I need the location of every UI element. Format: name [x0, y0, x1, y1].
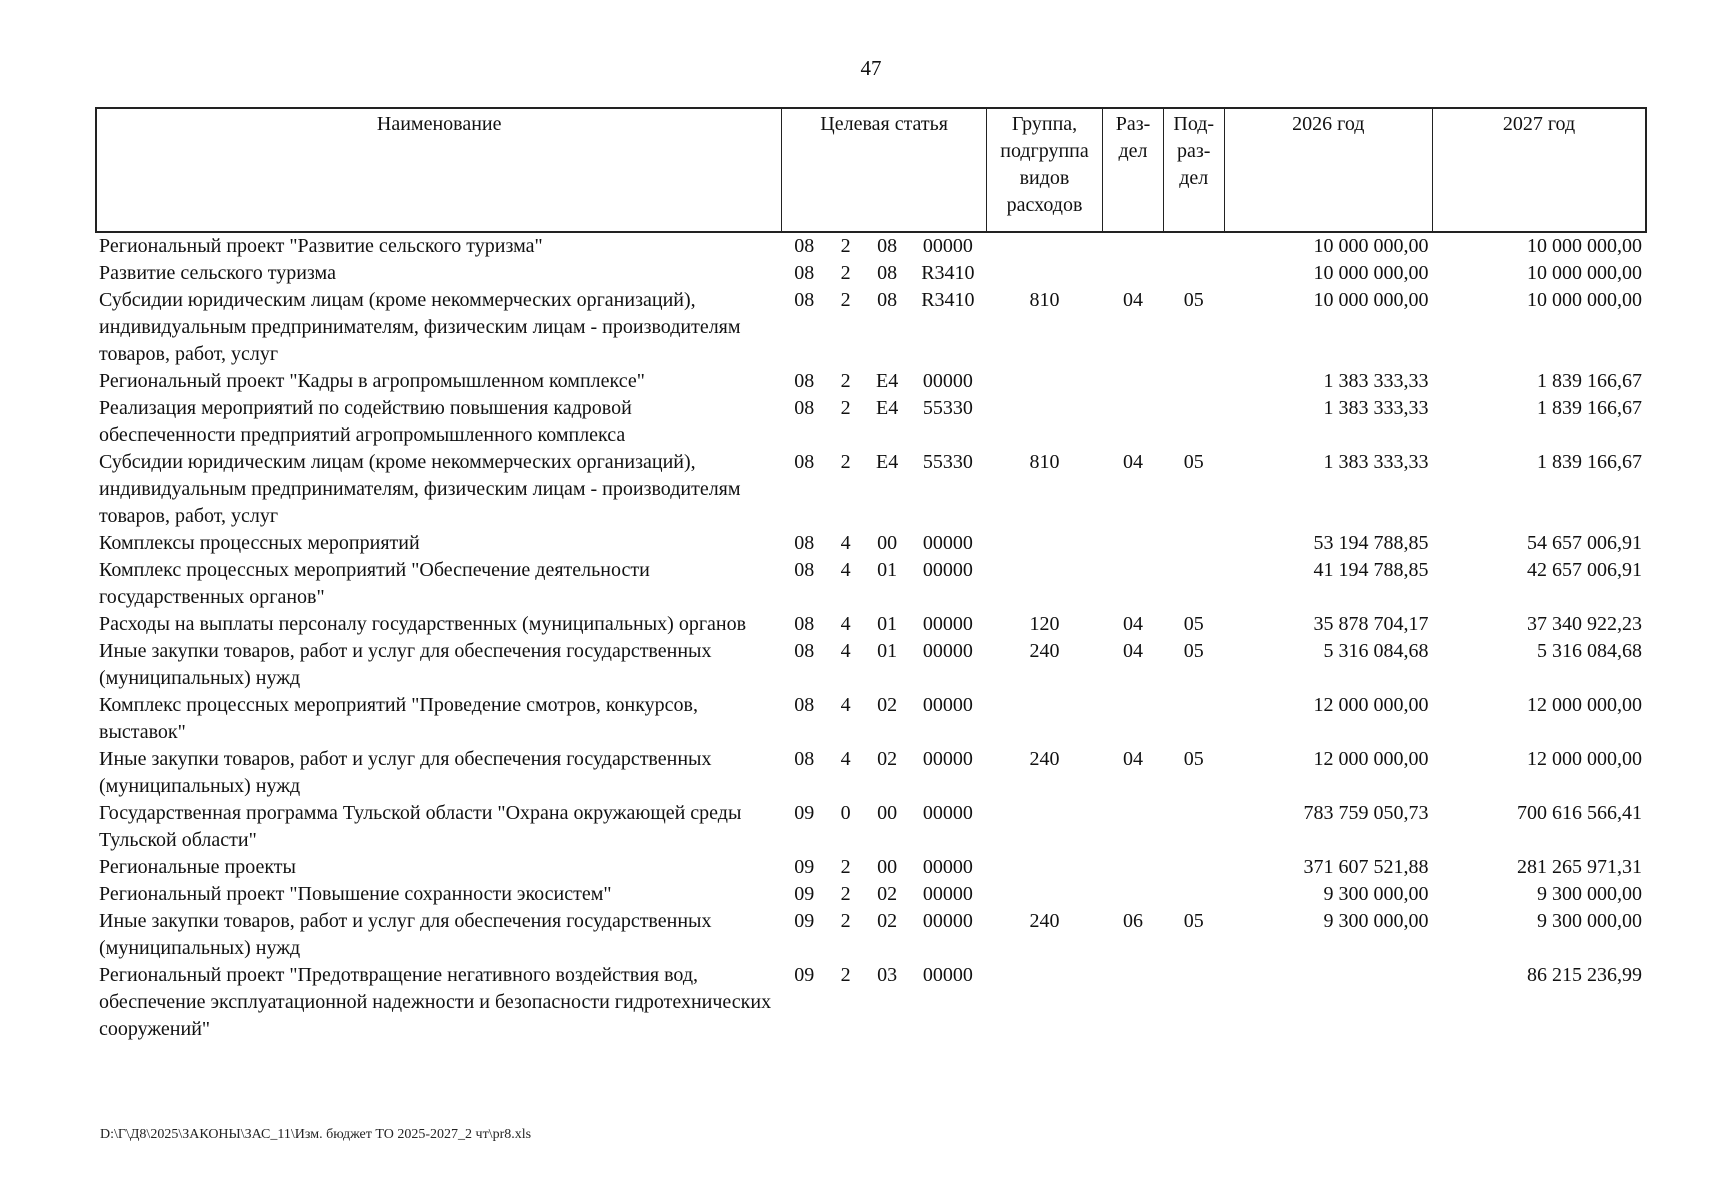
cell-amount-2027: 10 000 000,00: [1527, 262, 1642, 284]
cell-target-event: E4: [876, 397, 899, 419]
cell-target-subprogram: 2: [840, 451, 851, 473]
cell-subsection: [1163, 368, 1224, 395]
cell-amount-2026: 9 300 000,00: [1323, 883, 1429, 905]
cell-target-subprogram: 4: [840, 532, 851, 554]
cell-section: 04: [1123, 748, 1144, 770]
cell-subsection: [1163, 530, 1224, 557]
cell-amount-2026: 10 000 000,00: [1313, 262, 1429, 284]
cell-target-direction: 00000: [922, 532, 973, 554]
cell-section: [1103, 962, 1164, 1043]
cell-amount-2027: 1 839 166,67: [1537, 370, 1642, 392]
cell-subsection: [1163, 881, 1224, 908]
cell-amount-2026: 371 607 521,88: [1303, 856, 1429, 878]
cell-amount-2026: 1 383 333,33: [1323, 370, 1429, 392]
cell-section: [1103, 260, 1164, 287]
cell-amount-2026: 12 000 000,00: [1313, 748, 1429, 770]
cell-target-direction: 00000: [922, 748, 973, 770]
cell-target-subprogram: 0: [840, 802, 851, 824]
cell-amount-2027: 1 839 166,67: [1537, 451, 1642, 473]
header-subsection: Под- раз- дел: [1163, 108, 1224, 232]
header-section: Раз- дел: [1103, 108, 1164, 232]
cell-subsection: [1163, 395, 1224, 449]
cell-amount-2027: 12 000 000,00: [1527, 748, 1642, 770]
cell-target-direction: 00000: [922, 640, 973, 662]
cell-subsection: [1163, 692, 1224, 746]
cell-amount-2027: 10 000 000,00: [1527, 235, 1642, 257]
cell-target-event: 02: [877, 910, 898, 932]
table-row: [96, 854, 1646, 881]
cell-target-direction: 00000: [922, 370, 973, 392]
cell-subsection: [1163, 800, 1224, 854]
cell-section: 04: [1123, 640, 1144, 662]
cell-amount-2026: [1224, 962, 1432, 1043]
cell-target-event: 08: [877, 262, 898, 284]
cell-subsection: [1163, 557, 1224, 611]
cell-expense-group: [986, 368, 1102, 395]
table-row: [96, 638, 1646, 692]
cell-subsection: 05: [1183, 451, 1204, 473]
cell-target-event: 00: [877, 802, 898, 824]
table-row: [96, 232, 1646, 260]
cell-expense-group: 810: [1029, 451, 1060, 473]
cell-target-subprogram: 2: [840, 883, 851, 905]
cell-expense-group: 120: [1029, 613, 1060, 635]
cell-name: Региональный проект "Предотвращение негативного воздействия вод, обеспечение эксплуатационной надежности и безопасности гидротехнических сооружений": [99, 964, 772, 1040]
table-row: [96, 800, 1646, 854]
cell-section: [1103, 800, 1164, 854]
cell-target-subprogram: 4: [840, 748, 851, 770]
cell-name: Комплекс процессных мероприятий "Обеспечение деятельности государственных органов": [99, 559, 650, 608]
cell-amount-2026: 10 000 000,00: [1313, 289, 1429, 311]
cell-expense-group: [986, 962, 1102, 1043]
cell-amount-2026: 1 383 333,33: [1323, 451, 1429, 473]
cell-target-direction: 55330: [922, 451, 973, 473]
cell-target-program: 08: [794, 235, 815, 257]
cell-name: Иные закупки товаров, работ и услуг для обеспечения государственных (муниципальных) нужд: [99, 748, 712, 797]
cell-target-direction: 00000: [922, 856, 973, 878]
cell-amount-2027: 86 215 236,99: [1527, 964, 1642, 986]
cell-target-event: 02: [877, 694, 898, 716]
cell-expense-group: 240: [1029, 910, 1060, 932]
table-row: [96, 692, 1646, 746]
cell-target-subprogram: 2: [840, 910, 851, 932]
cell-target-program: 08: [794, 370, 815, 392]
table-row: [96, 368, 1646, 395]
cell-amount-2027: 12 000 000,00: [1527, 694, 1642, 716]
cell-subsection: [1163, 962, 1224, 1043]
cell-name: Иные закупки товаров, работ и услуг для обеспечения государственных (муниципальных) нужд: [99, 910, 712, 959]
cell-target-direction: 00000: [922, 235, 973, 257]
table-row: [96, 287, 1646, 368]
cell-expense-group: [986, 260, 1102, 287]
cell-target-program: 08: [794, 613, 815, 635]
cell-amount-2026: 783 759 050,73: [1303, 802, 1429, 824]
cell-target-subprogram: 4: [840, 559, 851, 581]
cell-expense-group: [986, 395, 1102, 449]
cell-expense-group: 810: [1029, 289, 1060, 311]
cell-subsection: [1163, 232, 1224, 260]
cell-target-program: 08: [794, 262, 815, 284]
cell-target-direction: 00000: [922, 694, 973, 716]
table-row: [96, 395, 1646, 449]
cell-section: [1103, 557, 1164, 611]
cell-expense-group: [986, 800, 1102, 854]
cell-target-program: 09: [794, 964, 815, 986]
table-row: [96, 881, 1646, 908]
cell-name: Субсидии юридическим лицам (кроме некоммерческих организаций), индивидуальным предпринимателям, физическим лицам - производителям товаров, работ, услуг: [99, 451, 741, 527]
cell-name: Региональный проект "Развитие сельского туризма": [99, 235, 543, 257]
cell-target-subprogram: 2: [840, 397, 851, 419]
cell-amount-2026: 41 194 788,85: [1313, 559, 1429, 581]
cell-section: [1103, 854, 1164, 881]
cell-target-program: 09: [794, 883, 815, 905]
cell-target-event: 01: [877, 613, 898, 635]
cell-target-program: 08: [794, 559, 815, 581]
cell-name: Расходы на выплаты персоналу государственных (муниципальных) органов: [99, 613, 747, 635]
cell-amount-2027: 54 657 006,91: [1527, 532, 1642, 554]
cell-target-direction: 00000: [922, 964, 973, 986]
cell-target-direction: 00000: [922, 883, 973, 905]
page-number: 47: [860, 56, 882, 80]
table-row: [96, 746, 1646, 800]
cell-target-event: E4: [876, 370, 899, 392]
cell-target-direction: 00000: [922, 559, 973, 581]
cell-expense-group: [986, 530, 1102, 557]
cell-target-event: 01: [877, 559, 898, 581]
table-row: [96, 611, 1646, 638]
cell-subsection: 05: [1183, 289, 1204, 311]
file-path-footer: D:\Г\Д8\2025\ЗАКОНЫ\ЗАС_11\Изм. бюджет ТО 2025-2027_2 чт\pr8.xls: [100, 1127, 532, 1142]
cell-expense-group: 240: [1029, 748, 1060, 770]
cell-name: Государственная программа Тульской области "Охрана окружающей среды Тульской области": [99, 802, 742, 851]
cell-target-program: 09: [794, 856, 815, 878]
budget-table: [95, 107, 1647, 1043]
cell-target-subprogram: 4: [840, 613, 851, 635]
cell-target-event: 03: [877, 964, 898, 986]
cell-target-program: 08: [794, 748, 815, 770]
cell-name: Развитие сельского туризма: [99, 262, 336, 284]
cell-target-subprogram: 4: [840, 694, 851, 716]
cell-section: 04: [1123, 289, 1144, 311]
cell-amount-2027: 700 616 566,41: [1517, 802, 1642, 824]
cell-target-program: 09: [794, 802, 815, 824]
cell-target-direction: R3410: [921, 289, 975, 311]
cell-target-direction: 00000: [922, 802, 973, 824]
cell-section: [1103, 368, 1164, 395]
cell-expense-group: [986, 881, 1102, 908]
cell-name: Комплекс процессных мероприятий "Проведение смотров, конкурсов, выставок": [99, 694, 698, 743]
cell-amount-2026: 5 316 084,68: [1323, 640, 1429, 662]
cell-target-program: 09: [794, 910, 815, 932]
cell-target-event: E4: [876, 451, 899, 473]
header-year-2026: 2026 год: [1224, 108, 1432, 232]
cell-section: [1103, 232, 1164, 260]
header-target: Целевая статья: [782, 108, 986, 232]
cell-name: Региональные проекты: [99, 856, 296, 878]
cell-target-subprogram: 2: [840, 235, 851, 257]
cell-target-subprogram: 4: [840, 640, 851, 662]
cell-amount-2027: 37 340 922,23: [1527, 613, 1642, 635]
cell-name: Региональный проект "Повышение сохранности экосистем": [99, 883, 612, 905]
cell-target-program: 08: [794, 694, 815, 716]
cell-target-subprogram: 2: [840, 370, 851, 392]
cell-amount-2027: 10 000 000,00: [1527, 289, 1642, 311]
cell-target-event: 02: [877, 883, 898, 905]
cell-target-program: 08: [794, 451, 815, 473]
cell-amount-2026: 9 300 000,00: [1323, 910, 1429, 932]
table-body: [96, 232, 1646, 1043]
cell-target-program: 08: [794, 532, 815, 554]
cell-target-subprogram: 2: [840, 964, 851, 986]
cell-target-direction: 00000: [922, 613, 973, 635]
cell-target-subprogram: 2: [840, 856, 851, 878]
cell-expense-group: [986, 232, 1102, 260]
cell-target-event: 01: [877, 640, 898, 662]
cell-name: Иные закупки товаров, работ и услуг для обеспечения государственных (муниципальных) нужд: [99, 640, 712, 689]
cell-amount-2027: 9 300 000,00: [1537, 910, 1642, 932]
cell-section: 06: [1123, 910, 1144, 932]
cell-name: Региональный проект "Кадры в агропромышленном комплексе": [99, 370, 645, 392]
cell-amount-2026: 10 000 000,00: [1313, 235, 1429, 257]
cell-expense-group: [986, 692, 1102, 746]
table-row: [96, 449, 1646, 530]
cell-amount-2027: 9 300 000,00: [1537, 883, 1642, 905]
cell-name: Реализация мероприятий по содействию повышения кадровой обеспеченности предприятий агропромышленного комплекса: [99, 397, 632, 446]
cell-subsection: 05: [1183, 640, 1204, 662]
cell-expense-group: [986, 854, 1102, 881]
cell-target-program: 08: [794, 289, 815, 311]
cell-section: 04: [1123, 613, 1144, 635]
cell-amount-2027: 1 839 166,67: [1537, 397, 1642, 419]
table-row: [96, 260, 1646, 287]
cell-target-event: 00: [877, 532, 898, 554]
cell-target-event: 08: [877, 289, 898, 311]
cell-target-subprogram: 2: [840, 289, 851, 311]
table-row: [96, 557, 1646, 611]
cell-subsection: 05: [1183, 910, 1204, 932]
header-year-2027: 2027 год: [1432, 108, 1646, 232]
cell-target-event: 00: [877, 856, 898, 878]
cell-target-event: 02: [877, 748, 898, 770]
cell-amount-2026: 12 000 000,00: [1313, 694, 1429, 716]
cell-name: Субсидии юридическим лицам (кроме некоммерческих организаций), индивидуальным предпринимателям, физическим лицам - производителям товаров, работ, услуг: [99, 289, 741, 365]
header-group: Группа, подгруппа видов расходов: [986, 108, 1102, 232]
table-row: [96, 530, 1646, 557]
header-name: Наименование: [96, 108, 782, 232]
cell-amount-2026: 53 194 788,85: [1313, 532, 1429, 554]
cell-name: Комплексы процессных мероприятий: [99, 532, 420, 554]
cell-subsection: [1163, 260, 1224, 287]
cell-amount-2026: 1 383 333,33: [1323, 397, 1429, 419]
cell-section: [1103, 530, 1164, 557]
cell-target-program: 08: [794, 640, 815, 662]
cell-target-subprogram: 2: [840, 262, 851, 284]
cell-target-direction: 00000: [922, 910, 973, 932]
cell-section: 04: [1123, 451, 1144, 473]
cell-section: [1103, 692, 1164, 746]
cell-subsection: [1163, 854, 1224, 881]
cell-section: [1103, 395, 1164, 449]
cell-subsection: 05: [1183, 748, 1204, 770]
table-header: [96, 108, 1646, 232]
cell-target-event: 08: [877, 235, 898, 257]
cell-amount-2027: 281 265 971,31: [1517, 856, 1642, 878]
table-row: [96, 908, 1646, 962]
cell-target-direction: R3410: [921, 262, 975, 284]
cell-target-direction: 55330: [922, 397, 973, 419]
cell-target-program: 08: [794, 397, 815, 419]
table-row: [96, 962, 1646, 1043]
cell-section: [1103, 881, 1164, 908]
cell-expense-group: 240: [1029, 640, 1060, 662]
cell-amount-2027: 5 316 084,68: [1537, 640, 1642, 662]
cell-amount-2027: 42 657 006,91: [1527, 559, 1642, 581]
cell-expense-group: [986, 557, 1102, 611]
cell-subsection: 05: [1183, 613, 1204, 635]
cell-amount-2026: 35 878 704,17: [1313, 613, 1429, 635]
